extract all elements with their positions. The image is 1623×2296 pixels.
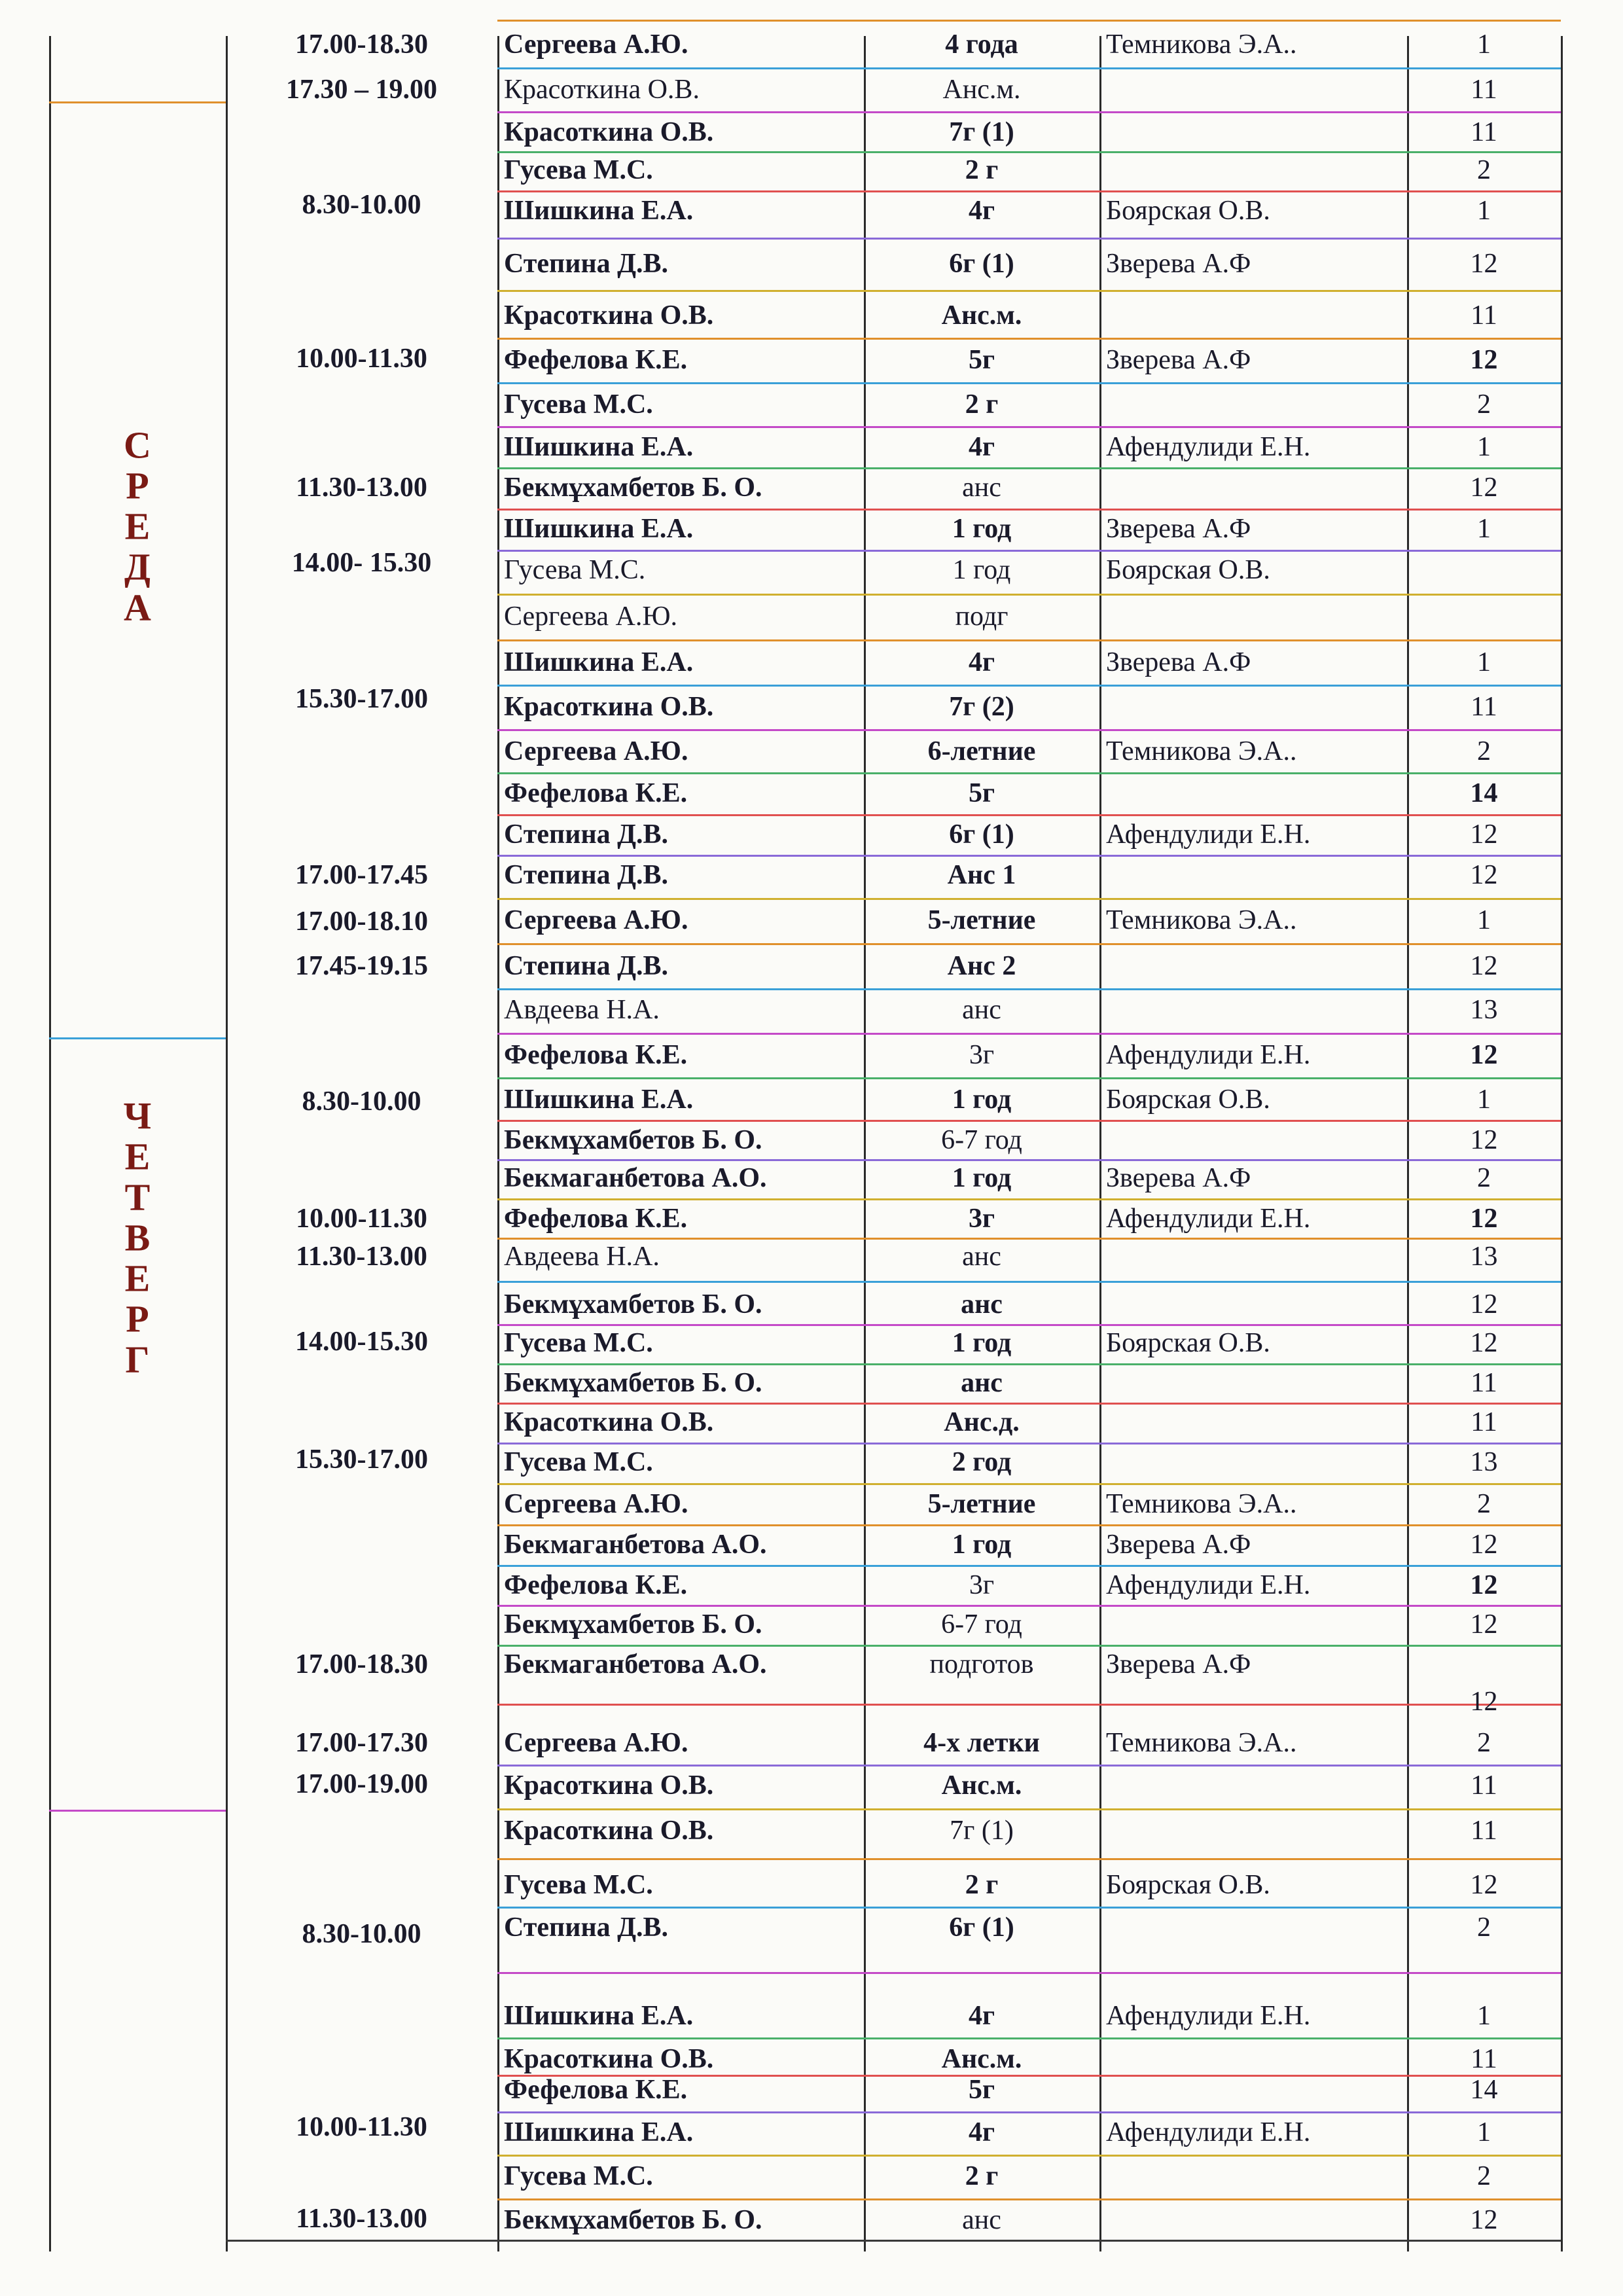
accompanist-name: Боярская О.В. (1106, 1085, 1270, 1115)
teacher-name: Фефелова К.Е. (504, 778, 688, 808)
grid-hline (497, 1281, 1561, 1283)
room-number: 11 (1471, 1816, 1497, 1846)
teacher-name: Шишкина Е.А. (504, 2117, 694, 2147)
group-name: 6-7 год (941, 1125, 1022, 1155)
group-name: Анс.д. (944, 1407, 1020, 1437)
day-letter: С (124, 423, 151, 467)
room-number: 2 (1477, 2161, 1491, 2191)
grid-hline (497, 1858, 1561, 1860)
group-name: 7г (1) (950, 1816, 1014, 1846)
time-slot: 15.30-17.00 (295, 1444, 428, 1475)
grid-hline (497, 1238, 1561, 1240)
day-letter: Т (124, 1175, 151, 1219)
group-name: 4г (968, 196, 995, 226)
teacher-name: Шишкина Е.А. (504, 514, 694, 544)
group-name: подготов (929, 1649, 1034, 1679)
room-number: 12 (1470, 1125, 1498, 1155)
group-name: 4г (968, 432, 995, 462)
accompanist-name: Боярская О.В. (1106, 1870, 1270, 1900)
group-name: 3г (969, 1570, 995, 1600)
grid-hline (497, 467, 1561, 469)
group-name: 2 г (965, 155, 999, 185)
room-number: 11 (1471, 1368, 1497, 1398)
accompanist-name: Темникова Э.А.. (1106, 736, 1297, 766)
day-letter: В (124, 1216, 151, 1259)
grid-vline (864, 36, 866, 2251)
grid-hline (497, 20, 1561, 22)
time-slot: 17.30 – 19.00 (286, 75, 437, 105)
room-number: 12 (1470, 1609, 1498, 1640)
teacher-name: Красоткина О.В. (504, 1770, 714, 1801)
grid-vline (1561, 36, 1563, 2251)
room-number: 12 (1470, 951, 1498, 981)
group-name: 5г (968, 345, 995, 375)
grid-hline (497, 988, 1561, 990)
room-number: 2 (1477, 1163, 1491, 1193)
grid-vline (1099, 36, 1101, 2251)
teacher-name: Сергеева А.Ю. (504, 736, 688, 766)
grid-hline (497, 1403, 1561, 1405)
group-name: 2 г (965, 2161, 999, 2191)
grid-hline (497, 1443, 1561, 1444)
day-letter: Г (125, 1338, 150, 1381)
grid-hline (497, 855, 1561, 857)
grid-hline (497, 729, 1561, 731)
time-slot: 17.45-19.15 (295, 951, 428, 981)
group-name: 2 г (965, 1870, 999, 1900)
grid-hline (497, 151, 1561, 153)
grid-hline (497, 814, 1561, 816)
room-number: 12 (1470, 1570, 1498, 1600)
day-letter: Д (124, 545, 151, 588)
day-letter: Р (126, 464, 149, 507)
accompanist-name: Темникова Э.А.. (1106, 905, 1297, 935)
group-name: Анс.м. (941, 300, 1022, 331)
room-number: 1 (1477, 905, 1491, 935)
grid-vline (497, 36, 499, 2251)
time-slot: 17.00-18.30 (295, 1649, 428, 1679)
teacher-name: Фефелова К.Е. (504, 2075, 688, 2105)
teacher-name: Красоткина О.В. (504, 692, 714, 722)
teacher-name: Красоткина О.В. (504, 1816, 714, 1846)
group-name: Анс.м. (941, 2044, 1022, 2074)
grid-hline (497, 382, 1561, 384)
room-number: 11 (1471, 300, 1497, 331)
accompanist-name: Боярская О.В. (1106, 555, 1270, 585)
grid-hline (497, 1565, 1561, 1567)
time-slot: 11.30-13.00 (296, 1242, 427, 1272)
room-number: 1 (1477, 2001, 1491, 2031)
teacher-name: Степина Д.В. (504, 951, 669, 981)
teacher-name: Бекмұхамбетов Б. О. (504, 1609, 762, 1640)
teacher-name: Бекмұхамбетов Б. О. (504, 2205, 762, 2235)
teacher-name: Сергеева А.Ю. (504, 1489, 688, 1519)
room-number: 12 (1470, 1204, 1498, 1234)
room-number: 12 (1470, 1687, 1498, 1717)
grid-hline (497, 1033, 1561, 1035)
accompanist-name: Зверева А.Ф (1106, 1163, 1251, 1193)
teacher-name: Шишкина Е.А. (504, 1085, 694, 1115)
room-number: 11 (1471, 2044, 1497, 2074)
group-name: 6-летние (927, 736, 1036, 766)
room-number: 14 (1470, 778, 1498, 808)
teacher-name: Сергеева А.Ю. (504, 601, 678, 632)
group-name: Анс.м. (942, 75, 1021, 105)
teacher-name: Бекмұхамбетов Б. О. (504, 1289, 762, 1319)
time-slot: 11.30-13.00 (296, 473, 427, 503)
room-number: 12 (1470, 1530, 1498, 1560)
group-name: Анс 1 (947, 860, 1016, 890)
day-letter: А (124, 586, 151, 629)
group-name: 6-7 год (941, 1609, 1022, 1640)
day-letter: Е (124, 1135, 151, 1178)
room-number: 12 (1470, 860, 1498, 890)
room-number: 1 (1477, 1085, 1491, 1115)
teacher-name: Шишкина Е.А. (504, 196, 694, 226)
room-number: 1 (1477, 514, 1491, 544)
room-number: 1 (1477, 2117, 1491, 2147)
accompanist-name: Боярская О.В. (1106, 196, 1270, 226)
time-slot: 8.30-10.00 (302, 1086, 421, 1117)
teacher-name: Гусева М.С. (504, 2161, 653, 2191)
grid-hline (497, 639, 1561, 641)
teacher-name: Сергеева А.Ю. (504, 1728, 688, 1758)
time-slot: 8.30-10.00 (302, 1919, 421, 1949)
accompanist-name: Темникова Э.А.. (1106, 29, 1297, 60)
grid-hline (497, 1524, 1561, 1526)
grid-hline (497, 772, 1561, 774)
group-name: анс (961, 1289, 1003, 1319)
teacher-name: Красоткина О.В. (504, 75, 700, 105)
day-border (49, 101, 226, 103)
accompanist-name: Зверева А.Ф (1106, 1649, 1251, 1679)
teacher-name: Бекмаганбетова А.О. (504, 1649, 767, 1679)
room-number: 11 (1471, 117, 1497, 147)
accompanist-name: Зверева А.Ф (1106, 249, 1251, 279)
grid-hline (497, 1324, 1561, 1326)
day-letter: Е (124, 1257, 151, 1300)
time-slot: 14.00-15.30 (295, 1327, 428, 1357)
room-number: 11 (1471, 75, 1497, 105)
grid-hline (497, 190, 1561, 192)
grid-hline (497, 594, 1561, 596)
day-letter: Е (124, 505, 151, 548)
teacher-name: Красоткина О.В. (504, 300, 714, 331)
room-number: 13 (1470, 1242, 1498, 1272)
teacher-name: Гусева М.С. (504, 555, 646, 585)
teacher-name: Гусева М.С. (504, 1870, 653, 1900)
time-slot: 8.30-10.00 (302, 190, 421, 220)
room-number: 1 (1477, 196, 1491, 226)
teacher-name: Бекмұхамбетов Б. О. (504, 1368, 762, 1398)
grid-hline (497, 1907, 1561, 1909)
room-number: 2 (1477, 736, 1491, 766)
time-slot: 17.00-17.45 (295, 860, 428, 890)
group-name: 4г (968, 2117, 995, 2147)
group-name: 1 год (952, 555, 1011, 585)
teacher-name: Степина Д.В. (504, 860, 669, 890)
teacher-name: Бекмұхамбетов Б. О. (504, 473, 762, 503)
teacher-name: Шишкина Е.А. (504, 2001, 694, 2031)
room-number: 12 (1470, 2205, 1498, 2235)
room-number: 12 (1470, 1289, 1498, 1319)
group-name: 5г (968, 778, 995, 808)
grid-hline (497, 2111, 1561, 2113)
grid-hline (497, 898, 1561, 900)
group-name: 1 год (952, 514, 1012, 544)
group-name: 7г (1) (949, 117, 1014, 147)
room-number: 2 (1477, 1728, 1491, 1758)
group-name: 3г (968, 1204, 995, 1234)
grid-hline (497, 1765, 1561, 1767)
room-number: 12 (1470, 473, 1498, 503)
group-name: 6г (1) (949, 249, 1014, 279)
room-number: 12 (1470, 345, 1498, 375)
room-number: 13 (1470, 1447, 1498, 1477)
grid-vline (1407, 36, 1409, 2251)
accompanist-name: Афендулиди Е.Н. (1106, 819, 1311, 850)
grid-hline (497, 338, 1561, 340)
grid-hline (497, 111, 1561, 113)
day-border (49, 1037, 226, 1039)
grid-hline (497, 238, 1561, 240)
group-name: 2 г (965, 389, 999, 420)
grid-hline (497, 685, 1561, 687)
grid-hline (497, 1972, 1561, 1974)
teacher-name: Бекмаганбетова А.О. (504, 1163, 767, 1193)
teacher-name: Фефелова К.Е. (504, 1570, 688, 1600)
accompanist-name: Афендулиди Е.Н. (1106, 432, 1311, 462)
accompanist-name: Афендулиди Е.Н. (1106, 1204, 1311, 1234)
room-number: 12 (1470, 1870, 1498, 1900)
grid-hline (497, 2155, 1561, 2157)
group-name: 5г (968, 2075, 995, 2105)
grid-hline (497, 1605, 1561, 1607)
group-name: анс (962, 473, 1001, 503)
group-name: 2 год (952, 1447, 1012, 1477)
teacher-name: Гусева М.С. (504, 1447, 653, 1477)
accompanist-name: Афендулиди Е.Н. (1106, 1040, 1311, 1070)
time-slot: 17.00-18.30 (295, 29, 428, 60)
grid-hline (497, 1120, 1561, 1122)
teacher-name: Шишкина Е.А. (504, 647, 694, 677)
grid-hline (497, 1704, 1561, 1706)
teacher-name: Гусева М.С. (504, 155, 653, 185)
group-name: 4-х летки (923, 1728, 1040, 1758)
time-slot: 17.00-19.00 (295, 1769, 428, 1799)
group-name: 1 год (952, 1530, 1012, 1560)
grid-hline (497, 1198, 1561, 1200)
teacher-name: Степина Д.В. (504, 1912, 669, 1943)
teacher-name: Гусева М.С. (504, 1328, 653, 1358)
accompanist-name: Афендулиди Е.Н. (1106, 1570, 1311, 1600)
room-number: 12 (1470, 1040, 1498, 1070)
grid-hline (226, 2240, 1561, 2242)
grid-hline (497, 67, 1561, 69)
teacher-name: Сергеева А.Ю. (504, 29, 688, 60)
accompanist-name: Зверева А.Ф (1106, 514, 1251, 544)
group-name: Анс 2 (947, 951, 1016, 981)
teacher-name: Авдеева Н.А. (504, 1242, 660, 1272)
room-number: 1 (1477, 432, 1491, 462)
group-name: Анс.м. (941, 1770, 1022, 1801)
day-letter: Р (126, 1297, 149, 1340)
room-number: 1 (1477, 647, 1491, 677)
room-number: 1 (1477, 29, 1491, 60)
grid-hline (497, 1808, 1561, 1810)
group-name: анс (962, 995, 1001, 1025)
teacher-name: Степина Д.В. (504, 819, 669, 850)
grid-hline (497, 1077, 1561, 1079)
accompanist-name: Зверева А.Ф (1106, 647, 1251, 677)
accompanist-name: Темникова Э.А.. (1106, 1728, 1297, 1758)
room-number: 11 (1471, 1407, 1497, 1437)
group-name: 4 года (945, 29, 1018, 60)
group-name: 4г (968, 2001, 995, 2031)
teacher-name: Красоткина О.В. (504, 2044, 714, 2074)
group-name: 5-летние (927, 905, 1036, 935)
accompanist-name: Афендулиди Е.Н. (1106, 2117, 1311, 2147)
time-slot: 10.00-11.30 (296, 1204, 427, 1234)
grid-hline (497, 1159, 1561, 1161)
time-slot: 17.00-17.30 (295, 1728, 428, 1758)
time-slot: 15.30-17.00 (295, 684, 428, 714)
room-number: 12 (1470, 249, 1498, 279)
grid-vline (49, 36, 51, 2251)
teacher-name: Бекмұхамбетов Б. О. (504, 1125, 762, 1155)
group-name: 1 год (952, 1328, 1012, 1358)
room-number: 2 (1477, 389, 1491, 420)
group-name: 1 год (952, 1085, 1012, 1115)
group-name: 6г (1) (949, 819, 1014, 850)
group-name: 7г (2) (949, 692, 1014, 722)
group-name: анс (962, 1242, 1001, 1272)
day-letter: Ч (123, 1094, 152, 1138)
room-number: 12 (1470, 819, 1498, 850)
room-number: 12 (1470, 1328, 1498, 1358)
group-name: подг (955, 601, 1008, 632)
time-slot: 10.00-11.30 (296, 2112, 427, 2142)
accompanist-name: Боярская О.В. (1106, 1328, 1270, 1358)
time-slot: 17.00-18.10 (295, 906, 428, 937)
accompanist-name: Афендулиди Е.Н. (1106, 2001, 1311, 2031)
time-slot: 14.00- 15.30 (291, 548, 432, 578)
room-number: 11 (1471, 692, 1497, 722)
teacher-name: Бекмаганбетова А.О. (504, 1530, 767, 1560)
grid-hline (497, 943, 1561, 945)
grid-hline (497, 1645, 1561, 1647)
grid-hline (497, 2198, 1561, 2200)
grid-hline (497, 1483, 1561, 1485)
teacher-name: Фефелова К.Е. (504, 1040, 688, 1070)
teacher-name: Гусева М.С. (504, 389, 653, 420)
accompanist-name: Зверева А.Ф (1106, 1530, 1251, 1560)
group-name: анс (961, 1368, 1003, 1398)
teacher-name: Красоткина О.В. (504, 117, 714, 147)
teacher-name: Красоткина О.В. (504, 1407, 714, 1437)
grid-hline (497, 509, 1561, 511)
group-name: 4г (968, 647, 995, 677)
teacher-name: Сергеева А.Ю. (504, 905, 688, 935)
room-number: 2 (1477, 1489, 1491, 1519)
room-number: 11 (1471, 1770, 1497, 1801)
group-name: анс (962, 2205, 1001, 2235)
group-name: 3г (969, 1040, 995, 1070)
time-slot: 11.30-13.00 (296, 2204, 427, 2234)
teacher-name: Авдеева Н.А. (504, 995, 660, 1025)
group-name: 5-летние (927, 1489, 1036, 1519)
day-border (49, 1810, 226, 1812)
accompanist-name: Зверева А.Ф (1106, 345, 1251, 375)
group-name: 1 год (952, 1163, 1012, 1193)
room-number: 2 (1477, 155, 1491, 185)
grid-vline (226, 36, 228, 2251)
time-slot: 10.00-11.30 (296, 344, 427, 374)
accompanist-name: Темникова Э.А.. (1106, 1489, 1297, 1519)
grid-hline (497, 1363, 1561, 1365)
teacher-name: Степина Д.В. (504, 249, 669, 279)
teacher-name: Шишкина Е.А. (504, 432, 694, 462)
grid-hline (497, 426, 1561, 428)
grid-hline (497, 2037, 1561, 2039)
teacher-name: Фефелова К.Е. (504, 1204, 688, 1234)
group-name: 6г (1) (949, 1912, 1014, 1943)
grid-hline (497, 550, 1561, 552)
room-number: 13 (1470, 995, 1498, 1025)
room-number: 2 (1477, 1912, 1491, 1943)
teacher-name: Фефелова К.Е. (504, 345, 688, 375)
grid-hline (497, 290, 1561, 292)
room-number: 14 (1470, 2075, 1498, 2105)
